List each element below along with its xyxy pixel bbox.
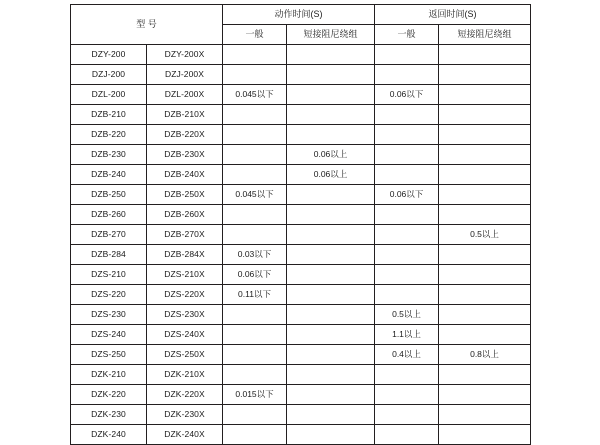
cell-model-a: DZK-240 xyxy=(71,425,147,445)
table-row xyxy=(71,425,531,445)
cell-model-a: DZK-230 xyxy=(71,405,147,425)
header-model: 型 号 xyxy=(71,5,223,45)
cell-action-normal xyxy=(223,145,287,165)
cell-action-damped xyxy=(287,225,375,245)
cell-return-normal xyxy=(375,365,439,385)
cell-model-b: DZS-220X xyxy=(147,285,223,305)
cell-action-normal: 0.11以下 xyxy=(223,285,287,305)
cell-action-damped xyxy=(287,425,375,445)
cell-return-normal xyxy=(375,245,439,265)
cell-return-normal: 0.5以上 xyxy=(375,305,439,325)
cell-return-normal xyxy=(375,265,439,285)
cell-model-a: DZS-220 xyxy=(71,285,147,305)
cell-action-normal xyxy=(223,345,287,365)
relay-timing-table xyxy=(70,4,531,445)
cell-model-a: DZS-230 xyxy=(71,305,147,325)
cell-model-b: DZB-250X xyxy=(147,185,223,205)
table-row xyxy=(71,85,531,105)
cell-return-damped xyxy=(439,105,531,125)
cell-return-damped xyxy=(439,305,531,325)
cell-model-a: DZB-270 xyxy=(71,225,147,245)
table-row xyxy=(71,45,531,65)
table-header xyxy=(71,5,531,45)
cell-return-normal xyxy=(375,45,439,65)
cell-return-damped xyxy=(439,245,531,265)
cell-action-normal xyxy=(223,405,287,425)
header-return-normal: 一般 xyxy=(375,25,439,45)
cell-return-damped: 0.8以上 xyxy=(439,345,531,365)
cell-return-normal xyxy=(375,425,439,445)
cell-return-damped xyxy=(439,425,531,445)
cell-action-normal xyxy=(223,425,287,445)
cell-return-damped: 0.5以上 xyxy=(439,225,531,245)
cell-return-normal xyxy=(375,225,439,245)
cell-model-b: DZB-284X xyxy=(147,245,223,265)
table-row xyxy=(71,265,531,285)
cell-return-normal xyxy=(375,105,439,125)
cell-action-damped xyxy=(287,345,375,365)
cell-model-a: DZY-200 xyxy=(71,45,147,65)
cell-action-damped xyxy=(287,385,375,405)
table-row xyxy=(71,205,531,225)
header-action-normal: 一般 xyxy=(223,25,287,45)
cell-action-damped xyxy=(287,85,375,105)
cell-model-b: DZK-220X xyxy=(147,385,223,405)
cell-model-a: DZB-210 xyxy=(71,105,147,125)
table-row xyxy=(71,165,531,185)
cell-action-normal xyxy=(223,365,287,385)
table-row xyxy=(71,65,531,85)
cell-action-damped xyxy=(287,325,375,345)
cell-model-b: DZK-230X xyxy=(147,405,223,425)
cell-return-normal: 1.1以上 xyxy=(375,325,439,345)
cell-model-a: DZB-250 xyxy=(71,185,147,205)
cell-action-damped xyxy=(287,265,375,285)
cell-action-damped xyxy=(287,125,375,145)
cell-return-normal xyxy=(375,205,439,225)
header-return-damped: 短接阻尼绕组 xyxy=(439,25,531,45)
cell-model-b: DZB-230X xyxy=(147,145,223,165)
cell-action-damped xyxy=(287,285,375,305)
table-row xyxy=(71,345,531,365)
cell-model-b: DZL-200X xyxy=(147,85,223,105)
cell-return-damped xyxy=(439,265,531,285)
cell-action-normal xyxy=(223,45,287,65)
table-row xyxy=(71,365,531,385)
cell-model-a: DZB-220 xyxy=(71,125,147,145)
cell-model-a: DZS-250 xyxy=(71,345,147,365)
cell-action-damped xyxy=(287,305,375,325)
cell-model-b: DZS-240X xyxy=(147,325,223,345)
cell-model-a: DZK-210 xyxy=(71,365,147,385)
cell-action-normal xyxy=(223,65,287,85)
cell-action-normal xyxy=(223,305,287,325)
cell-return-damped xyxy=(439,185,531,205)
cell-model-b: DZJ-200X xyxy=(147,65,223,85)
cell-model-b: DZB-210X xyxy=(147,105,223,125)
cell-model-a: DZB-230 xyxy=(71,145,147,165)
cell-model-a: DZS-210 xyxy=(71,265,147,285)
cell-model-b: DZB-270X xyxy=(147,225,223,245)
table-header-row-groups xyxy=(71,5,531,25)
cell-return-normal xyxy=(375,385,439,405)
table-row xyxy=(71,325,531,345)
table-row xyxy=(71,285,531,305)
cell-action-damped xyxy=(287,185,375,205)
cell-action-damped xyxy=(287,105,375,125)
cell-model-b: DZK-210X xyxy=(147,365,223,385)
cell-action-normal xyxy=(223,205,287,225)
cell-return-normal xyxy=(375,145,439,165)
cell-return-damped xyxy=(439,45,531,65)
cell-action-normal xyxy=(223,325,287,345)
table-row xyxy=(71,405,531,425)
table-row xyxy=(71,185,531,205)
cell-action-normal xyxy=(223,105,287,125)
cell-action-normal xyxy=(223,125,287,145)
cell-action-normal xyxy=(223,165,287,185)
cell-return-normal xyxy=(375,65,439,85)
cell-model-b: DZS-250X xyxy=(147,345,223,365)
table-row xyxy=(71,105,531,125)
header-action-damped: 短接阻尼绕组 xyxy=(287,25,375,45)
table-body xyxy=(71,45,531,445)
cell-action-damped: 0.06以上 xyxy=(287,145,375,165)
cell-return-damped xyxy=(439,205,531,225)
header-action-time: 动作时间(S) xyxy=(223,5,375,25)
cell-model-a: DZK-220 xyxy=(71,385,147,405)
cell-return-normal xyxy=(375,125,439,145)
table-row xyxy=(71,125,531,145)
table-row xyxy=(71,225,531,245)
cell-action-normal: 0.015以下 xyxy=(223,385,287,405)
cell-return-damped xyxy=(439,65,531,85)
cell-return-damped xyxy=(439,405,531,425)
cell-return-normal xyxy=(375,285,439,305)
cell-action-normal: 0.06以下 xyxy=(223,265,287,285)
cell-model-b: DZS-210X xyxy=(147,265,223,285)
cell-return-normal: 0.06以下 xyxy=(375,85,439,105)
cell-model-a: DZJ-200 xyxy=(71,65,147,85)
cell-model-b: DZB-240X xyxy=(147,165,223,185)
cell-action-damped xyxy=(287,245,375,265)
cell-model-a: DZB-260 xyxy=(71,205,147,225)
cell-model-a: DZS-240 xyxy=(71,325,147,345)
cell-model-a: DZL-200 xyxy=(71,85,147,105)
cell-return-normal xyxy=(375,405,439,425)
cell-model-b: DZY-200X xyxy=(147,45,223,65)
cell-action-normal: 0.045以下 xyxy=(223,85,287,105)
cell-action-normal: 0.045以下 xyxy=(223,185,287,205)
cell-model-b: DZK-240X xyxy=(147,425,223,445)
cell-model-b: DZS-230X xyxy=(147,305,223,325)
cell-action-damped xyxy=(287,45,375,65)
cell-return-damped xyxy=(439,145,531,165)
cell-return-damped xyxy=(439,365,531,385)
cell-model-a: DZB-284 xyxy=(71,245,147,265)
cell-return-normal: 0.06以下 xyxy=(375,185,439,205)
table-row xyxy=(71,305,531,325)
cell-action-damped xyxy=(287,65,375,85)
cell-action-normal xyxy=(223,225,287,245)
table-row xyxy=(71,385,531,405)
cell-return-damped xyxy=(439,125,531,145)
cell-return-damped xyxy=(439,385,531,405)
cell-return-damped xyxy=(439,325,531,345)
cell-return-damped xyxy=(439,285,531,305)
cell-action-damped xyxy=(287,205,375,225)
cell-return-damped xyxy=(439,165,531,185)
cell-return-damped xyxy=(439,85,531,105)
cell-action-normal: 0.03以下 xyxy=(223,245,287,265)
cell-model-b: DZB-220X xyxy=(147,125,223,145)
cell-model-a: DZB-240 xyxy=(71,165,147,185)
header-return-time: 返回时间(S) xyxy=(375,5,531,25)
table-row xyxy=(71,145,531,165)
cell-model-b: DZB-260X xyxy=(147,205,223,225)
cell-action-damped xyxy=(287,405,375,425)
cell-action-damped xyxy=(287,365,375,385)
cell-action-damped: 0.06以上 xyxy=(287,165,375,185)
cell-return-normal xyxy=(375,165,439,185)
cell-return-normal: 0.4以上 xyxy=(375,345,439,365)
table-row xyxy=(71,245,531,265)
